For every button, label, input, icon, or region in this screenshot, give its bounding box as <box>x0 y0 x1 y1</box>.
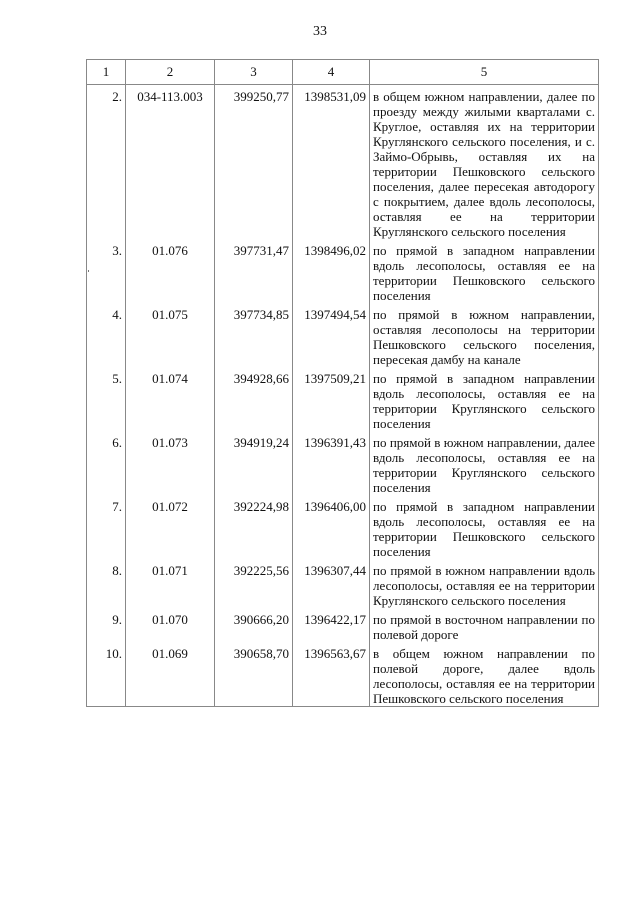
y-coordinate: 1398496,02 <box>293 239 370 303</box>
y-coordinate: 1396391,43 <box>293 431 370 495</box>
table-header-row <box>87 60 599 85</box>
y-coordinate: 1396563,67 <box>293 642 370 707</box>
boundary-description: в общем южном направлении по полевой дороге, далее вдоль лесополосы, оставляя ее на территории Пешковского сельского поселения <box>370 642 599 707</box>
table-row <box>87 608 599 642</box>
table-row <box>87 239 599 303</box>
column-header: 3 <box>215 60 293 85</box>
y-coordinate: 1397509,21 <box>293 367 370 431</box>
x-coordinate: 397731,47 <box>215 239 293 303</box>
table-row <box>87 303 599 367</box>
boundary-description: по прямой в западном направлении вдоль лесополосы, оставляя ее на территории Круглянского сельского поселения <box>370 367 599 431</box>
column-header: 2 <box>126 60 215 85</box>
table-row <box>87 642 599 707</box>
boundary-description: по прямой в южном направлении вдоль лесополосы, оставляя ее на территории Круглянского сельского поселения <box>370 559 599 608</box>
point-code: 01.072 <box>126 495 215 559</box>
point-code: 01.074 <box>126 367 215 431</box>
y-coordinate: 1398531,09 <box>293 85 370 240</box>
row-number: 10. <box>87 642 126 707</box>
column-header: 1 <box>87 60 126 85</box>
row-number: 2. <box>87 85 126 240</box>
x-coordinate: 394919,24 <box>215 431 293 495</box>
point-code: 01.075 <box>126 303 215 367</box>
x-coordinate: 394928,66 <box>215 367 293 431</box>
boundary-description: по прямой в южном направлении, оставляя лесополосы на территории Пешковского сельского поселения, пересекая дамбу на канале <box>370 303 599 367</box>
boundary-description: по прямой в западном направлении вдоль лесополосы, оставляя ее на территории Пешковского сельского поселения <box>370 239 599 303</box>
boundary-description: по прямой в южном направлении, далее вдоль лесополосы, оставляя ее на территории Круглянского сельского поселения <box>370 431 599 495</box>
row-number: 3. <box>87 239 126 303</box>
x-coordinate: 392225,56 <box>215 559 293 608</box>
row-number: 9. <box>87 608 126 642</box>
row-number: 5. <box>87 367 126 431</box>
row-number: 7. <box>87 495 126 559</box>
x-coordinate: 390666,20 <box>215 608 293 642</box>
table-row <box>87 431 599 495</box>
table-row <box>87 495 599 559</box>
boundary-description: в общем южном направлении, далее по проезду между жилыми кварталами с. Круглое, оставляя их на территории Круглянского сельского поселения, и с. Займо-Обрывь, оставляя их на территории Пешковского сельского поселения, далее пересекая автодорогу с покрытием, далее вдоль лесополосы, оставляя ее на территории Круглянского сельского поселения <box>370 85 599 240</box>
x-coordinate: 399250,77 <box>215 85 293 240</box>
point-code: 01.070 <box>126 608 215 642</box>
table-row <box>87 367 599 431</box>
y-coordinate: 1396422,17 <box>293 608 370 642</box>
row-number: 8. <box>87 559 126 608</box>
x-coordinate: 397734,85 <box>215 303 293 367</box>
table-row <box>87 559 599 608</box>
point-code: 01.076 <box>126 239 215 303</box>
row-number: 4. <box>87 303 126 367</box>
column-header: 4 <box>293 60 370 85</box>
point-code: 01.073 <box>126 431 215 495</box>
x-coordinate: 392224,98 <box>215 495 293 559</box>
y-coordinate: 1396307,44 <box>293 559 370 608</box>
point-code: 01.069 <box>126 642 215 707</box>
y-coordinate: 1397494,54 <box>293 303 370 367</box>
point-code: 01.071 <box>126 559 215 608</box>
x-coordinate: 390658,70 <box>215 642 293 707</box>
boundary-table <box>86 59 599 707</box>
boundary-description: по прямой в восточном направлении по полевой дороге <box>370 608 599 642</box>
table-row <box>87 85 599 240</box>
y-coordinate: 1396406,00 <box>293 495 370 559</box>
page-number: 33 <box>313 24 327 39</box>
point-code: 034-113.003 <box>126 85 215 240</box>
column-header: 5 <box>370 60 599 85</box>
row-number: 6. <box>87 431 126 495</box>
boundary-description: по прямой в западном направлении вдоль лесополосы, оставляя ее на территории Пешковского сельского поселения <box>370 495 599 559</box>
